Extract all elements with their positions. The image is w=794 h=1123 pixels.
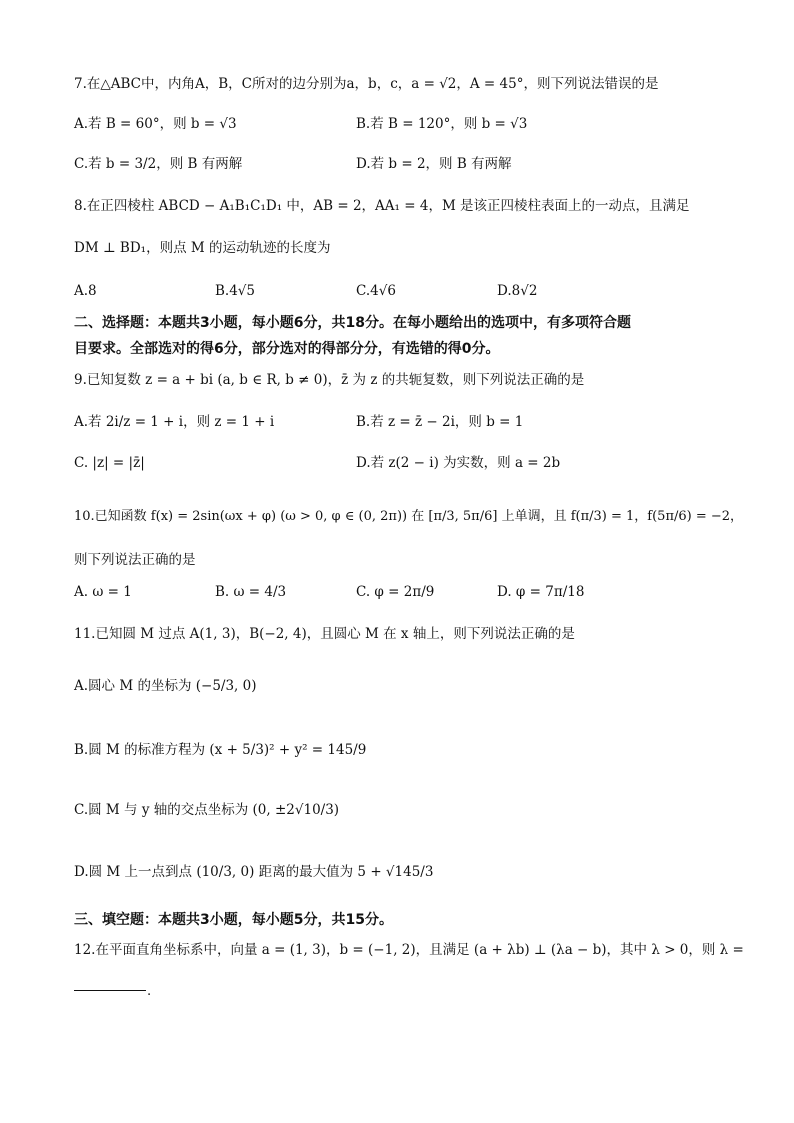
q11-option-d: D.圆 M 上一点到点 (10/3, 0) 距离的最大值为 5 + √145/3	[74, 864, 434, 880]
q7-stem: 7.在△ABC中，内角A，B，C所对的边分别为a，b，c，a = √2，A = 45°，则下列说法错误的是	[74, 76, 659, 92]
q10-option-b: B. ω = 4/3	[215, 584, 287, 600]
q11-option-b: B.圆 M 的标准方程为 (x + 5/3)² + y² = 145/9	[74, 742, 367, 758]
q11-stem: 11.已知圆 M 过点 A(1, 3)，B(−2, 4)，且圆心 M 在 x 轴上，则下列说法正确的是	[74, 626, 575, 642]
q7-option-c: C.若 b = 3/2，则 B 有两解	[74, 156, 243, 172]
q10-option-c: C. φ = 2π/9	[356, 584, 435, 600]
q9-option-b: B.若 z = z̄ − 2i，则 b = 1	[356, 414, 524, 430]
q8-option-c: C.4√6	[356, 283, 396, 299]
q10-option-a: A. ω = 1	[74, 584, 132, 600]
q10-option-d: D. φ = 7π/18	[497, 584, 585, 600]
q8-option-d: D.8√2	[497, 283, 538, 299]
q7-option-d: D.若 b = 2，则 B 有两解	[356, 156, 512, 172]
q8-stem-line1: 8.在正四棱柱 ABCD − A₁B₁C₁D₁ 中，AB = 2，AA₁ = 4，M 是该正四棱柱表面上的一动点，且满足	[74, 198, 690, 214]
section2-heading-line2: 目要求。全部选对的得6分，部分选对的得部分分，有选错的得0分。	[74, 341, 500, 357]
q10-stem-line2: 则下列说法正确的是	[74, 552, 196, 568]
section3-heading: 三、填空题：本题共3小题，每小题5分，共15分。	[74, 912, 393, 928]
q9-stem: 9.已知复数 z = a + bi (a, b ∈ R, b ≠ 0)，z̄ 为 z 的共轭复数，则下列说法正确的是	[74, 372, 585, 388]
q10-stem-line1: 10.已知函数 f(x) = 2sin(ωx + φ) (ω > 0, φ ∈ (0, 2π)) 在 [π/3, 5π/6] 上单调，且 f(π/3) = 1，f(5π/6) = −2，	[74, 509, 744, 524]
q8-stem-line2: DM ⊥ BD₁，则点 M 的运动轨迹的长度为	[74, 240, 331, 256]
q8-option-a: A.8	[74, 283, 97, 299]
section2-heading-line1: 二、选择题：本题共3小题，每小题6分，共18分。在每小题给出的选项中，有多项符合题	[74, 315, 631, 331]
q12-stem: 12.在平面直角坐标系中，向量 a = (1, 3)，b = (−1, 2)，且满足 (a + λb) ⊥ (λa − b)，其中 λ > 0，则 λ =	[74, 942, 744, 958]
q7-option-a: A.若 B = 60°，则 b = √3	[74, 116, 237, 132]
q12-answer-blank[interactable]	[74, 990, 146, 991]
q9-option-d: D.若 z(2 − i) 为实数，则 a = 2b	[356, 455, 561, 471]
q11-option-c: C.圆 M 与 y 轴的交点坐标为 (0, ±2√10/3)	[74, 802, 340, 818]
q9-option-c: C. |z| = |z̄|	[74, 455, 145, 471]
q9-option-a: A.若 2i/z = 1 + i，则 z = 1 + i	[74, 414, 275, 430]
q11-option-a: A.圆心 M 的坐标为 (−5/3, 0)	[74, 678, 257, 694]
q7-option-b: B.若 B = 120°，则 b = √3	[356, 116, 528, 132]
q12-end-punct: .	[147, 984, 152, 999]
q8-option-b: B.4√5	[215, 283, 255, 299]
